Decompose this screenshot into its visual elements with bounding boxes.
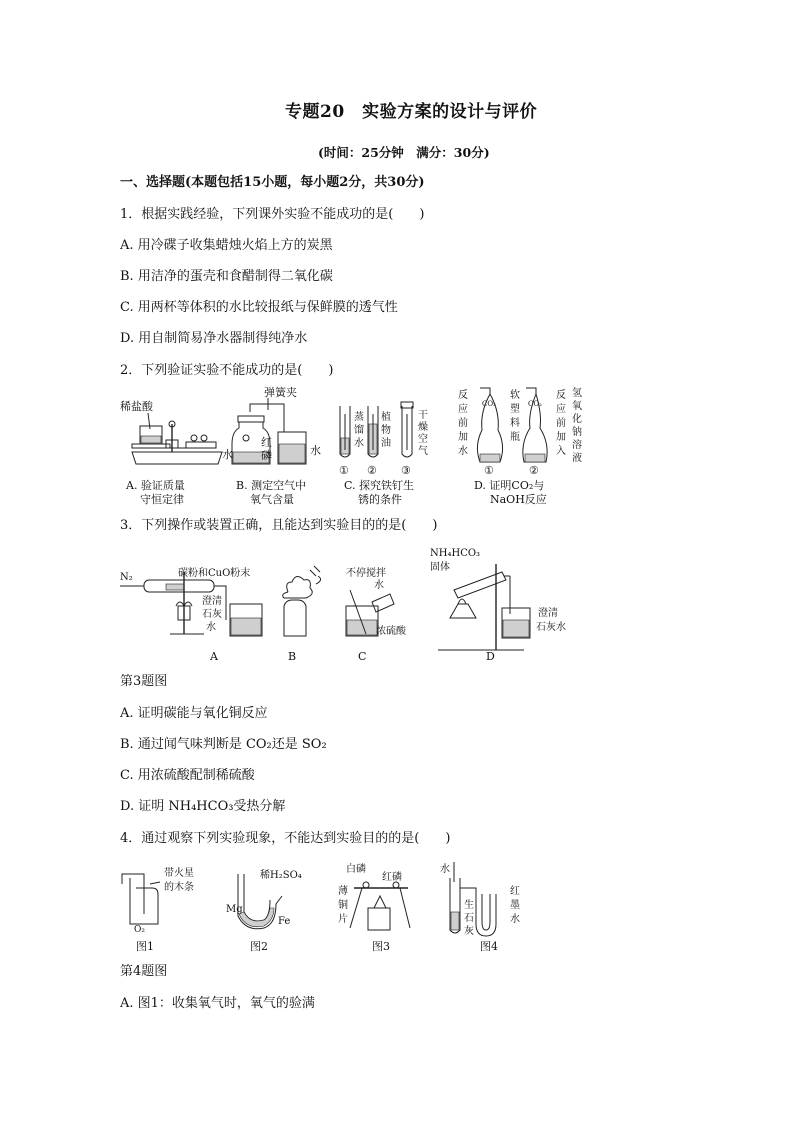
q2-fig-d-plastic-bottles	[458, 386, 582, 506]
q4-f1-gas: O₂	[134, 925, 145, 935]
q2-c-tube2-2: 物	[381, 425, 391, 436]
q3-option-b: B. 通过闻气味判断是 CO₂还是 SO₂	[120, 737, 327, 752]
q2-fig-a-balance	[120, 399, 222, 506]
q3-fig-b-smell	[283, 566, 321, 663]
q2-d-caption-1: D. 证明CO₂与	[474, 479, 545, 492]
q2-b-phos-1: 红	[261, 436, 272, 449]
q3-option-a: A. 证明碳能与氧化铜反应	[120, 706, 268, 721]
q3-d-lime-1: 澄清	[538, 608, 558, 619]
q2-c-tube3-2: 燥	[418, 422, 428, 433]
q4-f3-white: 白磷	[346, 864, 366, 875]
q2-a-caption-1: A. 验证质量	[126, 479, 185, 492]
q3-letter-c: C	[358, 650, 367, 663]
q2-c-caption-2: 锈的条件	[358, 493, 402, 506]
q4-f3-copper-2: 铜	[338, 900, 348, 911]
q2-a-reagent-label: 稀盐酸	[120, 400, 153, 413]
q4-f2-mg: Mg	[226, 904, 243, 915]
q2-c-tube3-4: 气	[418, 446, 428, 457]
q4-f1-label-1: 带火星	[164, 868, 194, 879]
q4-figure-caption: 第4题图	[120, 964, 168, 979]
q2-d-mid-4: 瓶	[510, 432, 520, 443]
q4-f2-fe: Fe	[278, 916, 291, 927]
q4-f4-name: 图4	[480, 940, 498, 953]
q2-fig-b-air-oxygen	[222, 385, 321, 506]
q2-c-tube3-3: 空	[418, 434, 428, 445]
q2-d-r2-1: 氢	[572, 388, 582, 399]
q2-d-r1-4: 加	[556, 432, 566, 443]
q4-figure	[118, 854, 538, 958]
q2-d-left-1: 反	[458, 390, 468, 401]
q4-option-a: A. 图1：收集氧气时，氧气的验满	[120, 996, 315, 1011]
q4-f4-ink-3: 水	[510, 914, 520, 925]
q3-option-d: D. 证明 NH₄HCO₃受热分解	[120, 799, 286, 814]
q2-b-clamp-label: 弹簧夹	[264, 386, 297, 399]
q4-fig-2-metals	[226, 868, 302, 953]
q4-f4-lime-3: 灰	[464, 926, 474, 937]
section-heading: 一、选择题(本题包括15小题，每小题2分，共30分)	[120, 175, 425, 190]
q2-b-caption-1: B. 测定空气中	[236, 479, 307, 492]
q3-a-gas: N₂	[120, 572, 133, 583]
q4-f4-water: 水	[440, 864, 450, 875]
q4-f3-name: 图3	[372, 940, 390, 953]
q2-b-water-left: 水	[222, 448, 233, 461]
q1-option-a: A. 用冷碟子收集蜡烛火焰上方的炭黑	[120, 238, 333, 253]
q3-option-c: C. 用浓硫酸配制稀硫酸	[120, 768, 255, 783]
q3-d-lime-2: 石灰水	[536, 622, 566, 633]
q1-option-b: B. 用洁净的蛋壳和食醋制得二氧化碳	[120, 269, 333, 284]
q2-d-gas-right: CO₂	[528, 400, 542, 408]
q3-a-powder: 碳粉和CuO粉末	[178, 568, 251, 579]
q1-option-c: C. 用两杯等体积的水比较报纸与保鲜膜的透气性	[120, 300, 398, 315]
q3-figure	[118, 542, 588, 668]
q4-fig-4-quicklime	[440, 862, 520, 953]
q2-a-caption-2: 守恒定律	[140, 493, 184, 506]
q3-letter-b: B	[288, 650, 297, 663]
q2-d-r2-4: 钠	[572, 427, 582, 438]
q2-c-num-1: ①	[339, 464, 349, 477]
q2-d-left-4: 加	[458, 432, 468, 443]
q1-option-d: D. 用自制简易净水器制得纯净水	[120, 331, 308, 346]
q2-d-r2-5: 溶	[572, 440, 582, 451]
q4-stem: 4．通过观察下列实验现象，不能达到实验目的的是( )	[120, 831, 451, 846]
q4-f4-lime-2: 石	[464, 913, 474, 924]
q2-c-tube2-1: 植	[381, 412, 391, 423]
q3-d-solid-1: NH₄HCO₃	[430, 548, 481, 559]
q4-f3-red: 红磷	[382, 872, 402, 883]
q3-fig-c-dilution	[346, 566, 407, 663]
q3-c-stir: 不停搅拌	[346, 568, 386, 579]
q3-letter-d: D	[486, 650, 495, 663]
q4-f4-ink-1: 红	[510, 886, 520, 897]
q2-d-caption-2: NaOH反应	[490, 493, 547, 506]
q3-c-water: 水	[374, 580, 384, 591]
q2-d-gas-left: CO₂	[482, 400, 496, 408]
q4-f1-name: 图1	[136, 940, 154, 953]
q3-a-lime-1: 澄清	[202, 596, 222, 607]
q2-d-r2-2: 氧	[572, 401, 582, 412]
q4-f1-label-2: 的木条	[164, 882, 194, 893]
exam-info: (时间：25分钟 满分：30分)	[318, 145, 490, 160]
q4-fig-1-oxygen	[122, 866, 194, 953]
q4-f2-name: 图2	[250, 940, 268, 953]
q2-figure	[118, 384, 598, 514]
q4-f2-acid: 稀H₂SO₄	[260, 870, 302, 881]
q2-c-num-3: ③	[401, 464, 411, 477]
q4-f4-lime-1: 生	[464, 900, 474, 911]
q4-f3-copper-1: 薄	[338, 886, 348, 897]
q2-d-r2-6: 液	[572, 453, 582, 464]
q1-stem: 1．根据实践经验，下列课外实验不能成功的是( )	[120, 207, 425, 222]
q2-c-caption-1: C. 探究铁钉生	[344, 479, 415, 492]
q2-d-mid-3: 料	[510, 418, 520, 429]
q3-c-acid: 浓硫酸	[376, 626, 406, 637]
q2-b-phos-2: 磷	[261, 449, 272, 462]
q2-d-left-2: 应	[458, 404, 468, 415]
q2-d-mid-2: 塑	[510, 404, 520, 415]
q2-d-mid-1: 软	[510, 390, 520, 401]
q2-d-r1-1: 反	[556, 390, 566, 401]
q2-stem: 2．下列验证实验不能成功的是( )	[120, 363, 334, 378]
q2-d-r2-3: 化	[572, 414, 582, 425]
q2-d-num-2: ②	[529, 464, 539, 477]
q3-stem: 3．下列操作或装置正确，且能达到实验目的的是( )	[120, 518, 438, 533]
q3-d-solid-2: 固体	[430, 562, 450, 573]
q2-d-r1-5: 入	[556, 446, 566, 457]
q2-c-tube1-3: 水	[354, 438, 364, 449]
q2-d-num-1: ①	[484, 464, 494, 477]
q2-d-left-5: 水	[458, 446, 468, 457]
q3-fig-d-nh4hco3-heat	[430, 548, 566, 663]
q3-a-lime-2: 石灰	[202, 609, 222, 620]
q3-fig-a-carbon-cuo	[120, 566, 262, 663]
page-title: 专题20 实验方案的设计与评价	[285, 102, 538, 122]
q2-c-tube2-3: 油	[381, 438, 391, 449]
q2-c-tube1-2: 馏	[354, 425, 364, 436]
q3-figure-caption: 第3题图	[120, 674, 168, 689]
q3-letter-a: A	[210, 650, 218, 663]
q2-d-r1-2: 应	[556, 404, 566, 415]
q2-c-num-2: ②	[367, 464, 377, 477]
q2-d-r1-3: 前	[556, 418, 566, 429]
q2-d-left-3: 前	[458, 418, 468, 429]
q2-fig-c-rust-tubes	[339, 402, 428, 506]
q4-fig-3-phosphorus	[338, 862, 410, 953]
q3-a-lime-3: 水	[206, 622, 216, 633]
q2-b-water-right: 水	[310, 444, 321, 457]
q2-b-caption-2: 氧气含量	[250, 493, 294, 506]
q2-c-tube3-1: 干	[418, 410, 428, 421]
q4-f4-ink-2: 墨	[510, 900, 520, 911]
q2-c-tube1-1: 蒸	[354, 412, 364, 423]
q4-f3-copper-3: 片	[338, 914, 348, 925]
